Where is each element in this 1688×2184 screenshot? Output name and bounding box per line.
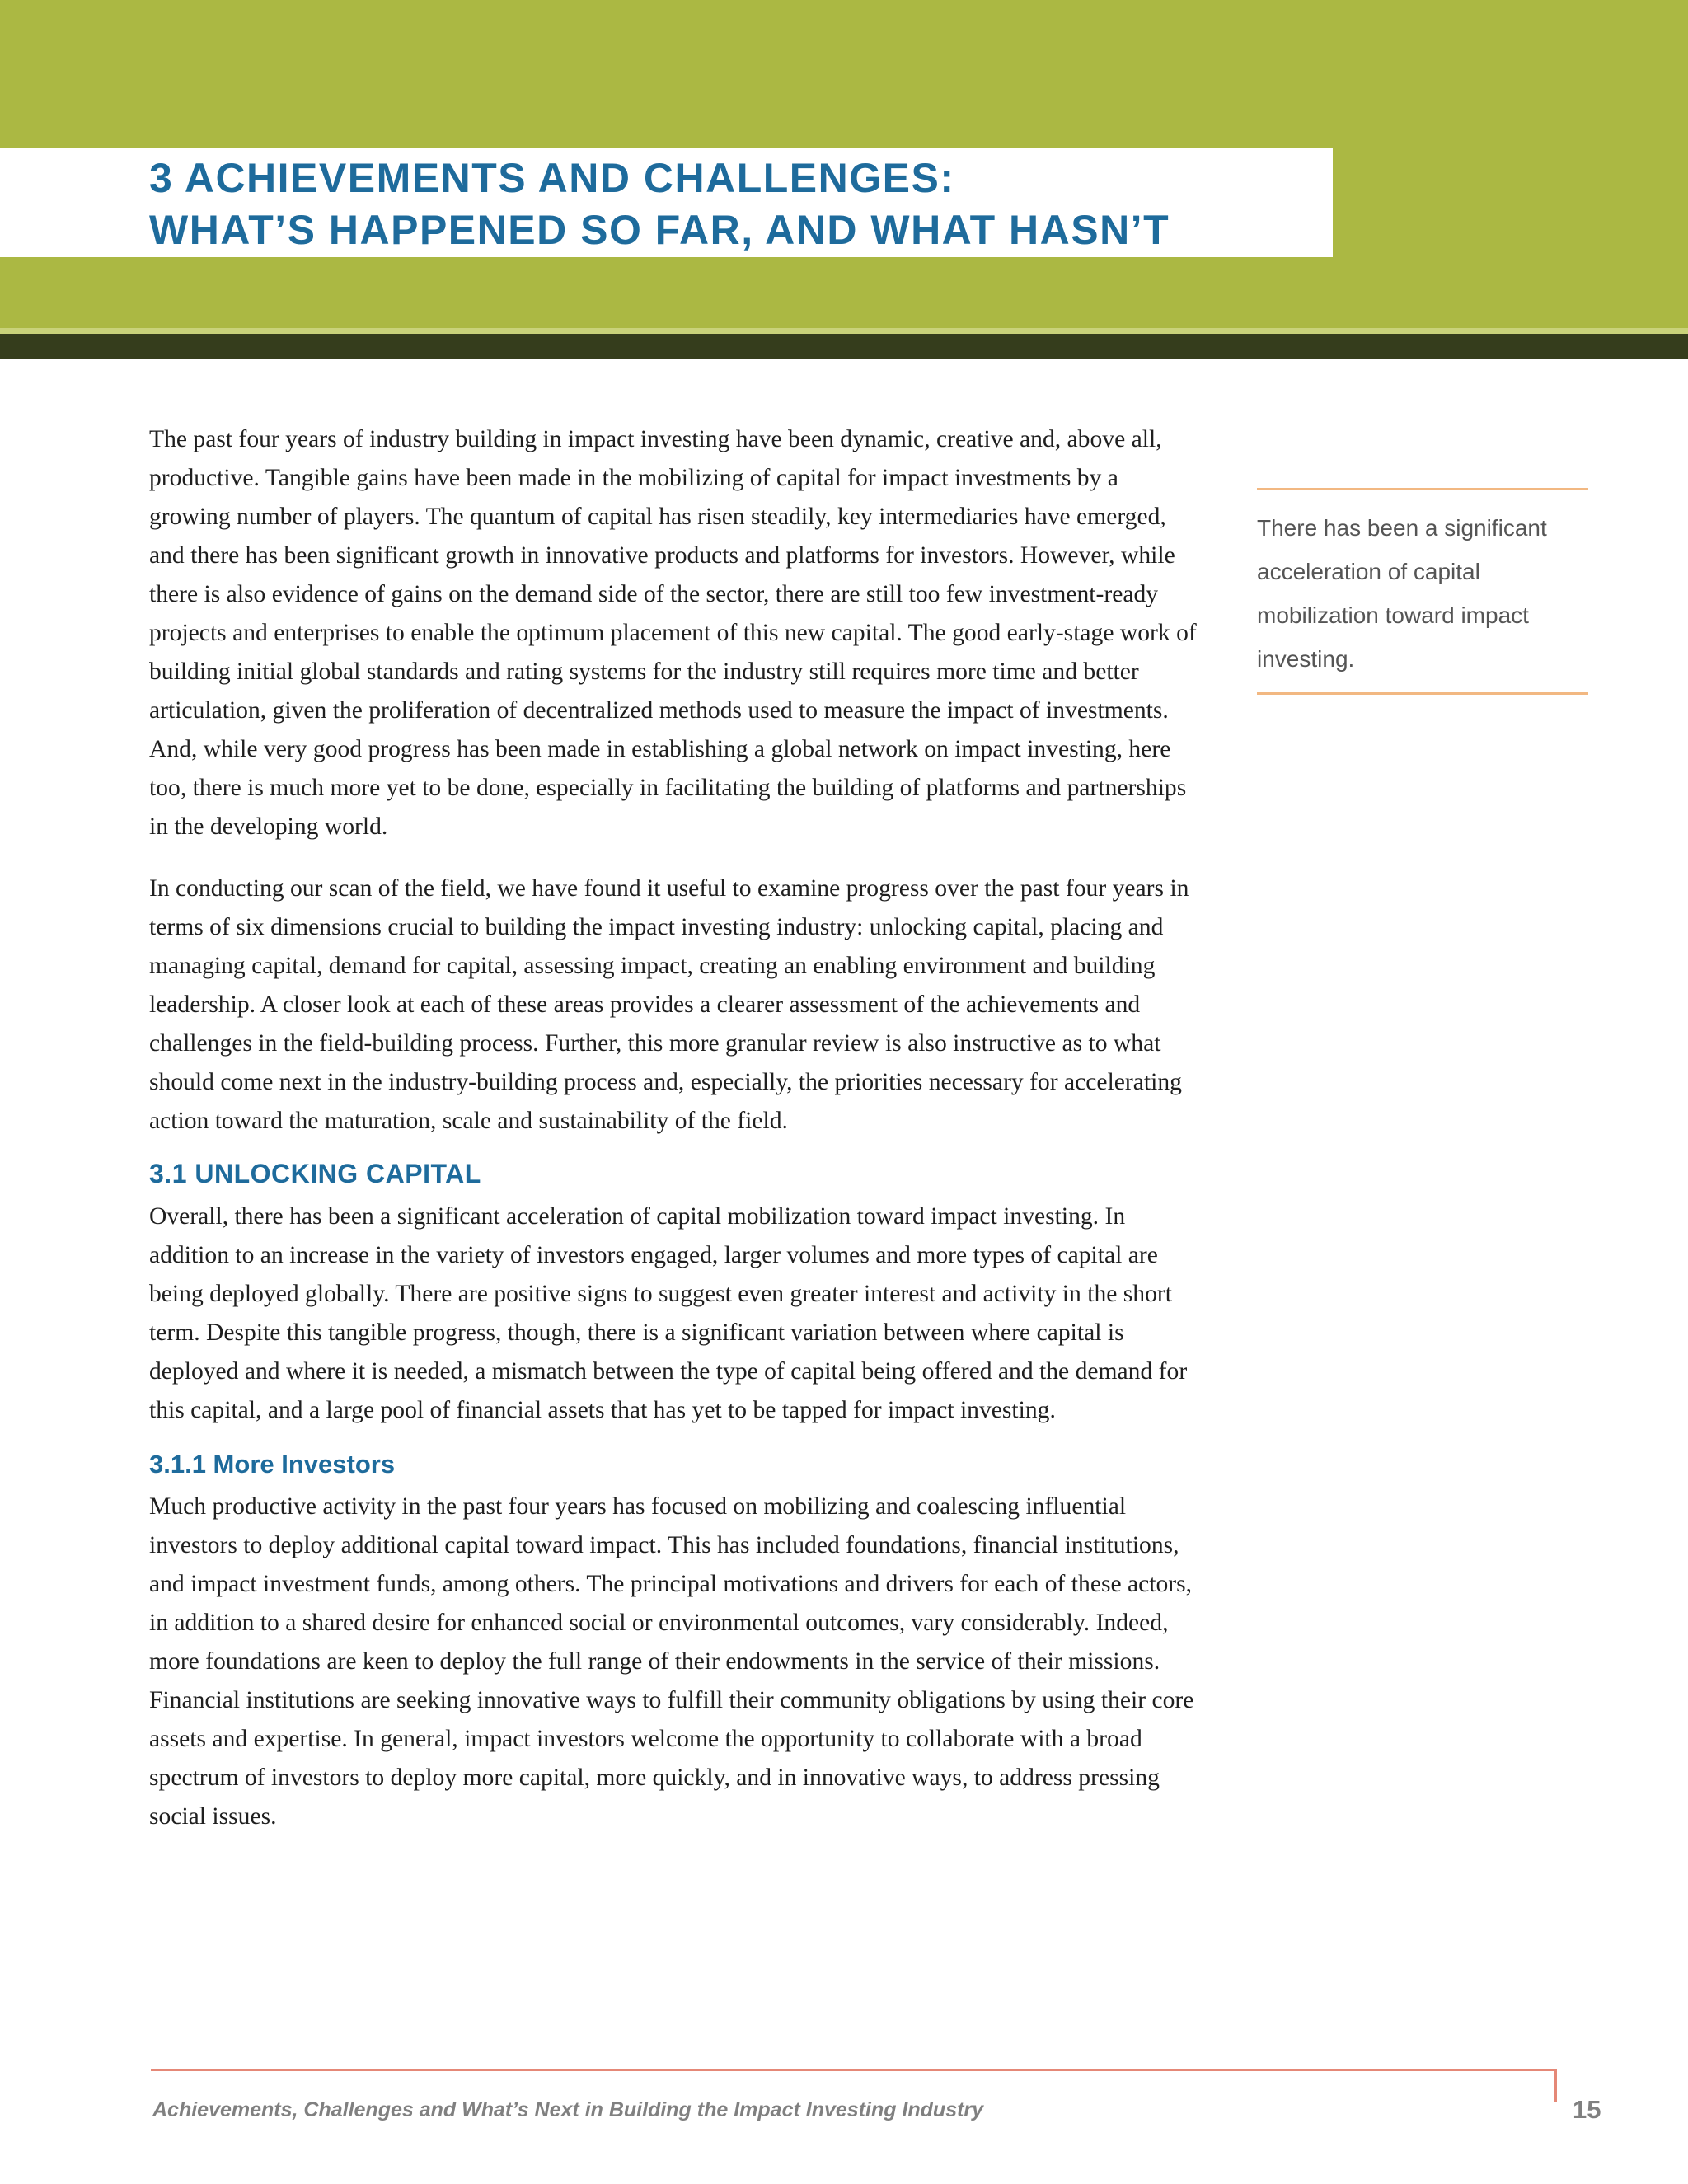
- header-banner-dark-stripe: [0, 334, 1688, 359]
- footer-title: Achievements, Challenges and What’s Next in Building the Impact Investing Industry: [152, 2098, 984, 2121]
- chapter-title-line-2: WHAT’S HAPPENED SO FAR, AND WHAT HASN’T: [149, 207, 1170, 253]
- subsection-heading: 3.1.1 More Investors: [149, 1450, 396, 1479]
- page-number: 15: [1573, 2095, 1601, 2124]
- subsection-paragraph: Much productive activity in the past four years has focused on mobilizing and coalescing influential investors to deploy additional capital toward impact. This has included foundations, financial institutions, and impact investment funds, among others. The principal motivations and drivers for each of these actors, in addition to a shared desire for enhanced social or environmental outcomes, vary considerably. Indeed, more foundations are keen to deploy the full range of their endowments in the service of their missions. Financial institutions are seeking innovative ways to fulfill their community obligations by using their core assets and expertise. In general, impact investors welcome the opportunity to collaborate with a broad spectrum of investors to deploy more capital, more quickly, and in innovative ways, to address pressing social issues.: [149, 1493, 1194, 1830]
- chapter-title-line-1: 3 ACHIEVEMENTS AND CHALLENGES:: [149, 155, 955, 201]
- intro-paragraph-2: In conducting our scan of the field, we have found it useful to examine progress over the past four years in terms of six dimensions crucial to building the impact investing industry: unlocking capital, placing and managing capital, demand for capital, assessing impact, creating an enabling environment and building leadership. A closer look at each of these areas provides a clearer assessment of the achievements and challenges in the field-building process. Further, this more granular review is also instructive as to what should come next in the industry-building process and, especially, the priorities necessary for accelerating action toward the maturation, scale and sustainability of the field.: [149, 875, 1189, 1134]
- header-banner-highlight: [0, 328, 1688, 334]
- intro-paragraph-1: The past four years of industry building in impact investing have been dynamic, creative and, above all, productive. Tangible gains have been made in the mobilizing of capital for impact investments by a growing number of players. The quantum of capital has risen steadily, key intermediaries have emerged, and there has been significant growth in innovative products and platforms for investors. However, while there is also evidence of gains on the demand side of the sector, there are still too few investment-ready projects and enterprises to enable the optimum placement of this new capital. The good early-stage work of building initial global standards and rating systems for the industry still requires more time and better articulation, given the proliferation of decentralized methods used to measure the impact of investments. And, while very good progress has been made in establishing a global network on impact investing, here too, there is much more yet to be done, especially in facilitating the building of platforms and partnerships in the developing world.: [149, 426, 1197, 840]
- main-column: [149, 420, 1204, 1836]
- section-paragraph: Overall, there has been a significant acceleration of capital mobilization toward impact investing. In addition to an increase in the variety of investors engaged, larger volumes and more types of capital are being deployed globally. There are positive signs to suggest even greater interest and activity in the short term. Despite this tangible progress, though, there is a significant variation between where capital is deployed and where it is needed, a mismatch between the type of capital being offered and the demand for this capital, and a large pool of financial assets that has yet to be tapped for impact investing.: [149, 1203, 1188, 1423]
- pullquote-text: There has been a significant acceleration of capital mobilization toward impact investing.: [1257, 515, 1547, 672]
- footer-rule: [151, 2069, 1556, 2071]
- section-heading: 3.1 UNLOCKING CAPITAL: [149, 1159, 481, 1188]
- pullquote-bottom-rule: [1257, 692, 1588, 695]
- pullquote: [1257, 488, 1588, 695]
- footer-rule-tick: [1554, 2069, 1557, 2102]
